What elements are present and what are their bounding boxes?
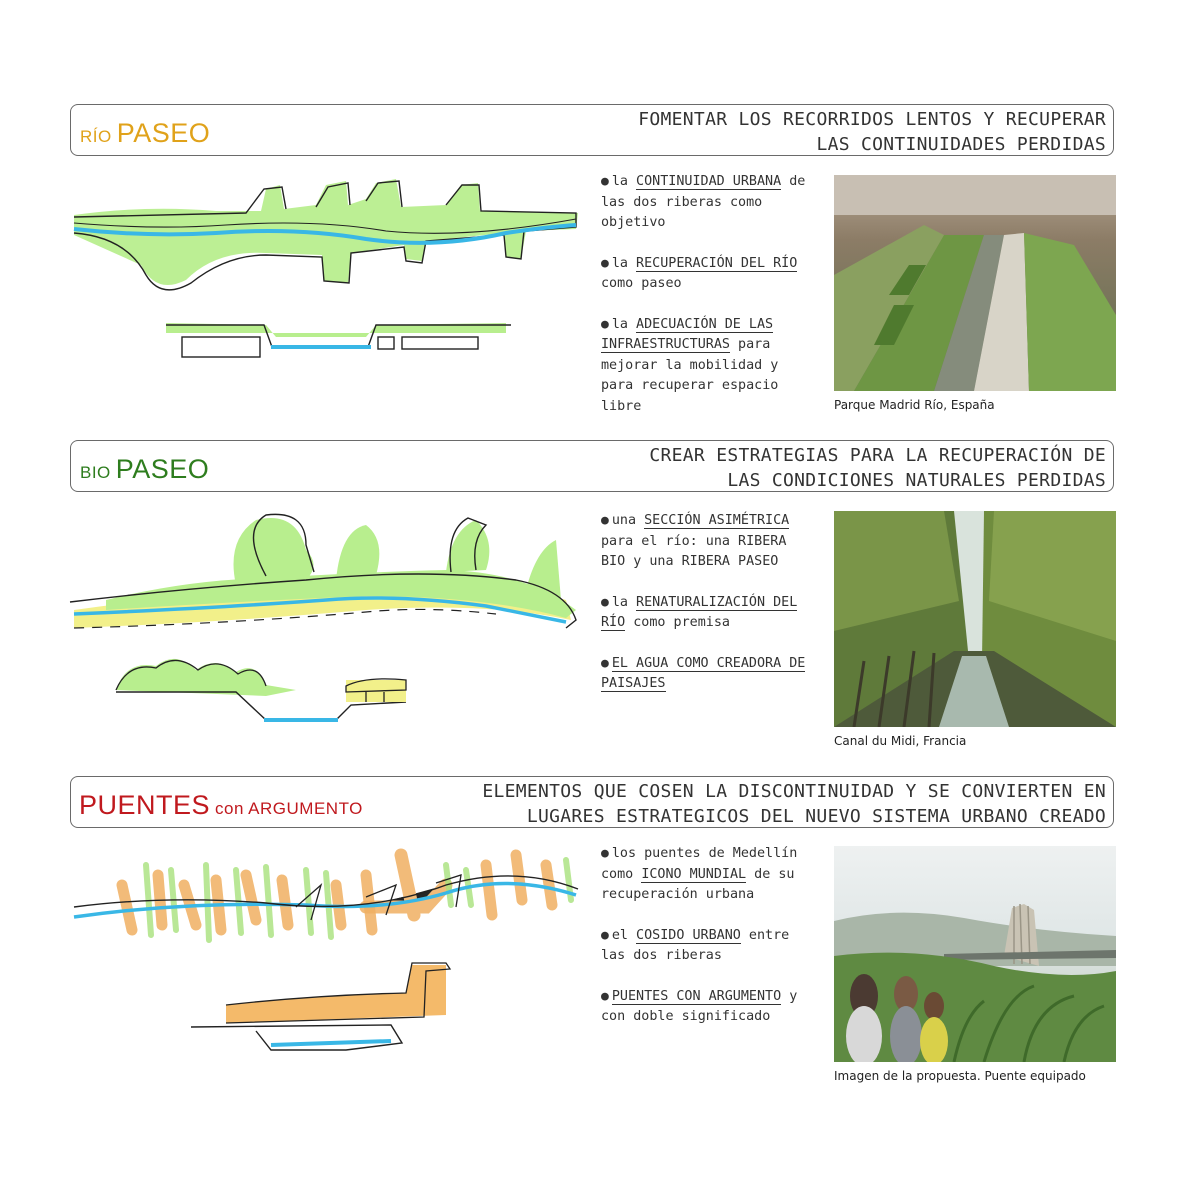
title-small: con ARGUMENTO bbox=[214, 799, 363, 818]
bullet-item: ● la RENATURALIZACIÓN DEL RÍO como premisa bbox=[601, 594, 798, 630]
title-small: BIO bbox=[80, 463, 111, 482]
section-title bbox=[79, 790, 363, 821]
bullet-item: ● la ADECUACIÓN DE LAS INFRAESTRUCTURAS para mejorar la mobilidad y para recuperar espacio libre bbox=[601, 316, 779, 414]
section-header bbox=[70, 440, 1114, 492]
plan-sketch bbox=[74, 855, 578, 940]
bullet-item: ● el COSIDO URBANO entre las dos riberas bbox=[601, 927, 790, 963]
sketch-rio-paseo bbox=[66, 175, 586, 420]
bullet-list bbox=[601, 511, 816, 715]
photo-caption: Canal du Midi, Francia bbox=[834, 734, 967, 748]
photo-caption: Parque Madrid Río, España bbox=[834, 398, 995, 412]
bullet-list bbox=[601, 844, 816, 1048]
bullet-item: ● los puentes de Medellín como ICONO MUNDIAL de su recuperación urbana bbox=[601, 846, 798, 902]
photo-caption: Imagen de la propuesta. Puente equipado bbox=[834, 1069, 1086, 1083]
photo-madrid-rio bbox=[834, 175, 1116, 391]
section-header bbox=[70, 776, 1114, 828]
section-header bbox=[70, 104, 1114, 156]
section-title bbox=[80, 118, 210, 149]
title-big: PASEO bbox=[116, 118, 211, 148]
bullet-item: ● una SECCIÓN ASIMÉTRICA para el río: una RIBERA BIO y una RIBERA PASEO bbox=[601, 513, 790, 569]
section-sketch bbox=[191, 963, 450, 1050]
section-subtitle: FOMENTAR LOS RECORRIDOS LENTOS Y RECUPERAR LAS CONTINUIDADES PERDIDAS bbox=[638, 109, 1106, 155]
bullet-item: ● la RECUPERACIÓN DEL RÍO como paseo bbox=[601, 255, 798, 291]
section-sketch bbox=[166, 323, 511, 357]
photo-puente-equipado bbox=[834, 846, 1116, 1062]
section-subtitle: ELEMENTOS QUE COSEN LA DISCONTINUIDAD Y SE CONVIERTEN EN LUGARES ESTRATEGICOS DEL NUEVO SISTEMA URBANO CREADO bbox=[482, 781, 1106, 827]
bullet-item: ● EL AGUA COMO CREADORA DE PAISAJES bbox=[601, 655, 806, 691]
photo-canal-du-midi bbox=[834, 511, 1116, 727]
title-big: PASEO bbox=[115, 454, 210, 484]
bullet-item: ● PUENTES CON ARGUMENTO y con doble significado bbox=[601, 988, 798, 1024]
section-sketch bbox=[116, 659, 406, 720]
title-small: RÍO bbox=[80, 127, 112, 146]
sketch-puentes bbox=[66, 845, 586, 1090]
bullet-item: ● la CONTINUIDAD URBANA de las dos riberas como objetivo bbox=[601, 174, 806, 230]
plan-sketch bbox=[74, 179, 578, 290]
section-title bbox=[80, 454, 209, 485]
title-big: PUENTES bbox=[79, 790, 211, 820]
section-subtitle: CREAR ESTRATEGIAS PARA LA RECUPERACIÓN DE LAS CONDICIONES NATURALES PERDIDAS bbox=[649, 445, 1106, 491]
bullet-list bbox=[601, 172, 816, 437]
plan-sketch bbox=[70, 514, 576, 628]
sketch-bio-paseo bbox=[66, 510, 586, 755]
